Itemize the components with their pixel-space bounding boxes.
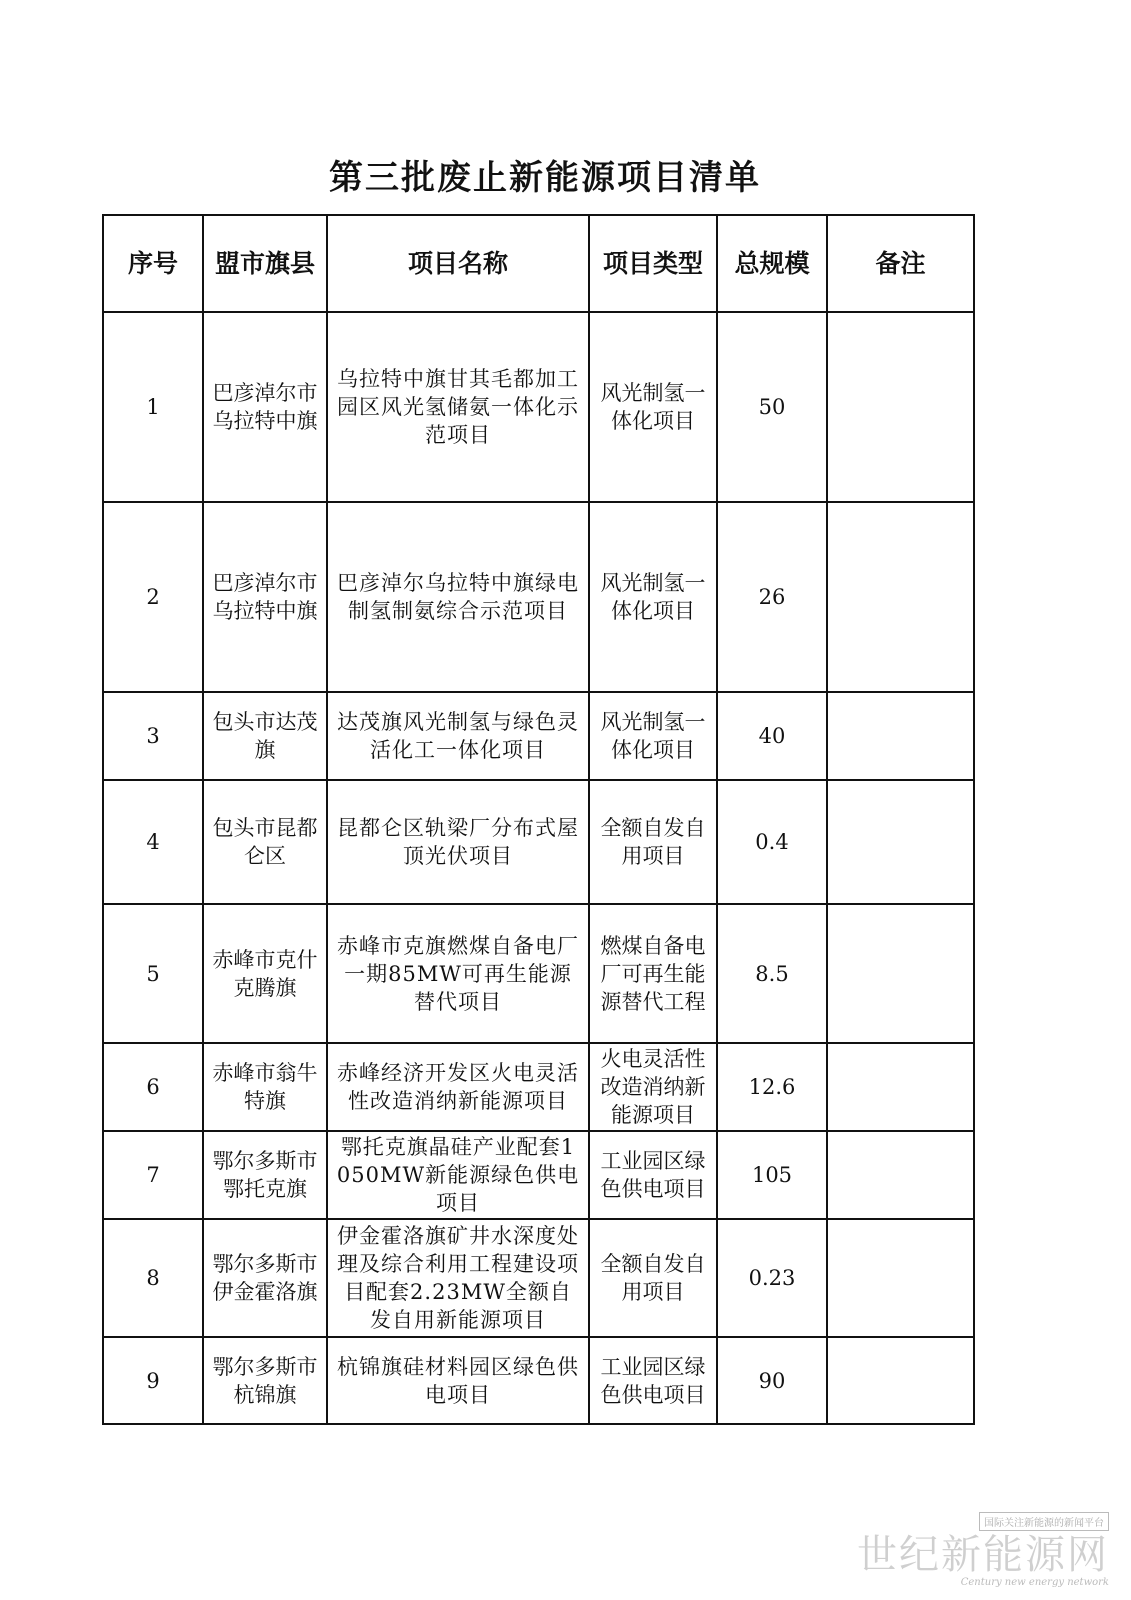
cell-note — [827, 904, 974, 1043]
header-note: 备注 — [827, 215, 974, 312]
cell-project-name: 杭锦旗硅材料园区绿色供电项目 — [327, 1337, 589, 1424]
cell-region: 赤峰市翁牛特旗 — [203, 1043, 327, 1131]
table-row — [103, 1219, 974, 1337]
cell-region: 包头市达茂旗 — [203, 692, 327, 780]
cell-scale: 105 — [717, 1131, 827, 1219]
header-scale: 总规模 — [717, 215, 827, 312]
cell-no: 7 — [103, 1131, 203, 1219]
cell-no: 3 — [103, 692, 203, 780]
header-no: 序号 — [103, 215, 203, 312]
cell-project-type: 全额自发自用项目 — [589, 1219, 717, 1337]
cell-scale: 40 — [717, 692, 827, 780]
cell-project-name: 伊金霍洛旗矿井水深度处理及综合利用工程建设项目配套2.23MW全额自发自用新能源项目 — [327, 1219, 589, 1337]
page-title: 第三批废止新能源项目清单 — [329, 158, 761, 198]
table-row — [103, 502, 974, 692]
watermark-logo-text: 世纪新能源网 — [857, 1532, 1109, 1578]
cell-project-type: 工业园区绿色供电项目 — [589, 1131, 717, 1219]
cell-region: 鄂尔多斯市伊金霍洛旗 — [203, 1219, 327, 1337]
cell-project-name: 赤峰经济开发区火电灵活性改造消纳新能源项目 — [327, 1043, 589, 1131]
cell-project-name: 巴彦淖尔乌拉特中旗绿电制氢制氨综合示范项目 — [327, 502, 589, 692]
table-row — [103, 1043, 974, 1131]
project-table — [102, 214, 975, 1425]
cell-no: 1 — [103, 312, 203, 502]
cell-project-type: 火电灵活性改造消纳新能源项目 — [589, 1043, 717, 1131]
cell-scale: 0.23 — [717, 1219, 827, 1337]
cell-no: 4 — [103, 780, 203, 904]
cell-project-name: 赤峰市克旗燃煤自备电厂一期85MW可再生能源替代项目 — [327, 904, 589, 1043]
cell-note — [827, 780, 974, 904]
header-region: 盟市旗县 — [203, 215, 327, 312]
cell-scale: 8.5 — [717, 904, 827, 1043]
watermark-subtitle: Century new energy network — [960, 1577, 1109, 1588]
cell-region: 巴彦淖尔市乌拉特中旗 — [203, 502, 327, 692]
cell-note — [827, 502, 974, 692]
table-row — [103, 1337, 974, 1424]
cell-project-name: 鄂托克旗晶硅产业配套1050MW新能源绿色供电项目 — [327, 1131, 589, 1219]
table-row — [103, 1131, 974, 1219]
table-row — [103, 692, 974, 780]
cell-project-type: 工业园区绿色供电项目 — [589, 1337, 717, 1424]
watermark-tagline: 国际关注新能源的新闻平台 — [979, 1512, 1109, 1531]
cell-project-type: 风光制氢一体化项目 — [589, 692, 717, 780]
cell-no: 2 — [103, 502, 203, 692]
cell-no: 6 — [103, 1043, 203, 1131]
cell-note — [827, 692, 974, 780]
table-header-row — [103, 215, 974, 312]
cell-region: 包头市昆都仑区 — [203, 780, 327, 904]
table-row — [103, 904, 974, 1043]
cell-no: 5 — [103, 904, 203, 1043]
cell-project-name: 乌拉特中旗甘其毛都加工园区风光氢储氨一体化示范项目 — [327, 312, 589, 502]
cell-region: 赤峰市克什克腾旗 — [203, 904, 327, 1043]
cell-project-type: 燃煤自备电厂可再生能源替代工程 — [589, 904, 717, 1043]
cell-scale: 26 — [717, 502, 827, 692]
cell-scale: 12.6 — [717, 1043, 827, 1131]
table-row — [103, 780, 974, 904]
cell-project-name: 达茂旗风光制氢与绿色灵活化工一体化项目 — [327, 692, 589, 780]
cell-note — [827, 1219, 974, 1337]
cell-region: 鄂尔多斯市鄂托克旗 — [203, 1131, 327, 1219]
cell-note — [827, 1043, 974, 1131]
cell-note — [827, 312, 974, 502]
cell-no: 8 — [103, 1219, 203, 1337]
cell-region: 巴彦淖尔市乌拉特中旗 — [203, 312, 327, 502]
cell-scale: 90 — [717, 1337, 827, 1424]
header-project-name: 项目名称 — [327, 215, 589, 312]
table-row — [103, 312, 974, 502]
cell-project-type: 风光制氢一体化项目 — [589, 312, 717, 502]
site-watermark — [857, 1511, 1109, 1588]
cell-project-type: 风光制氢一体化项目 — [589, 502, 717, 692]
cell-note — [827, 1337, 974, 1424]
cell-scale: 0.4 — [717, 780, 827, 904]
header-project-type: 项目类型 — [589, 215, 717, 312]
cell-no: 9 — [103, 1337, 203, 1424]
cell-project-name: 昆都仑区轨梁厂分布式屋顶光伏项目 — [327, 780, 589, 904]
cell-project-type: 全额自发自用项目 — [589, 780, 717, 904]
cell-note — [827, 1131, 974, 1219]
cell-region: 鄂尔多斯市杭锦旗 — [203, 1337, 327, 1424]
cell-scale: 50 — [717, 312, 827, 502]
